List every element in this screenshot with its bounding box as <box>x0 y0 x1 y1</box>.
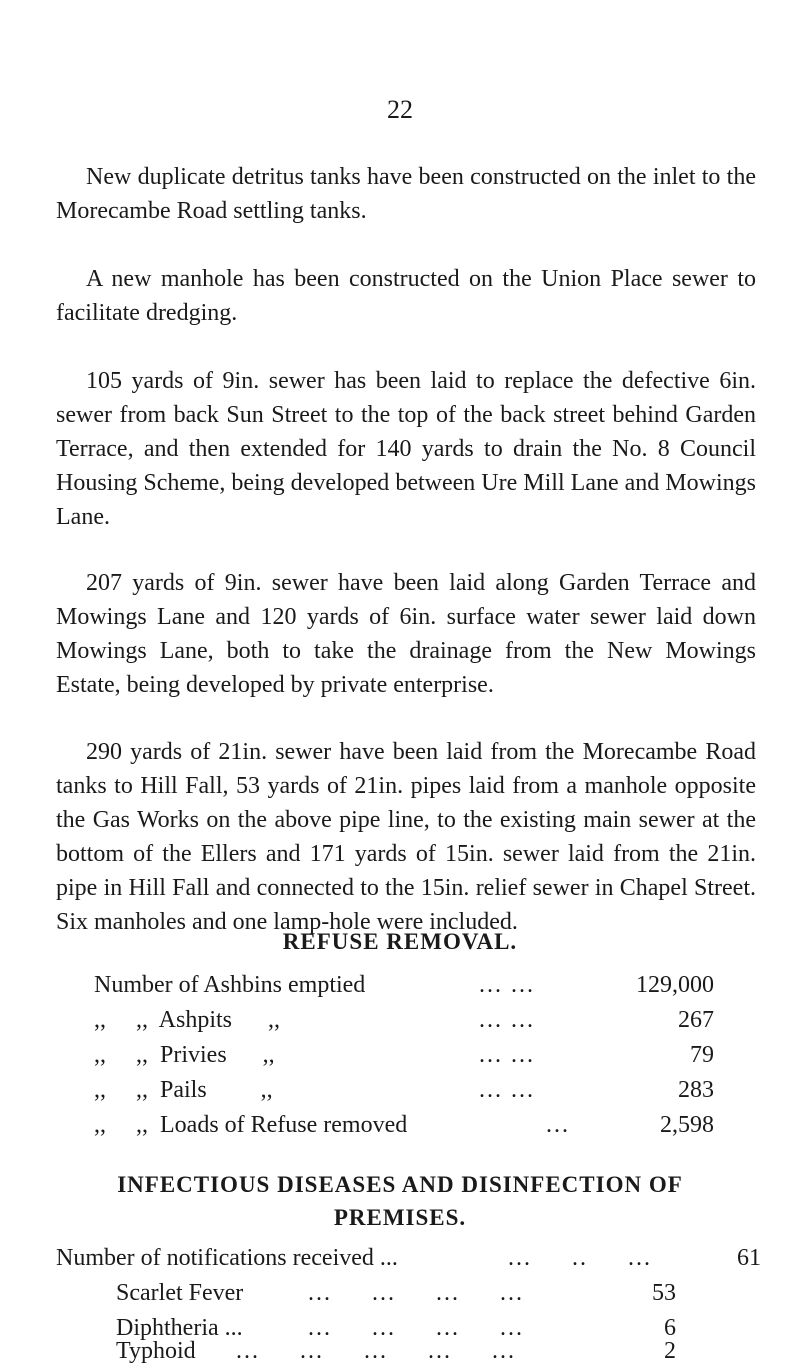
refuse-removal-heading: REFUSE REMOVAL. <box>282 929 518 954</box>
disease-leader: ... ... ... ... <box>308 1315 524 1341</box>
refuse-row-label: ,, ,, Ashpits ,, <box>94 1007 281 1033</box>
page-number: 22 <box>387 95 413 124</box>
refuse-row-label: ,, ,, Pails ,, <box>94 1077 273 1103</box>
refuse-row-label: ,, ,, Loads of Refuse removed <box>94 1112 408 1138</box>
refuse-row-value: 2,598 <box>660 1112 714 1138</box>
disease-leader: ... ... ... ... ... <box>236 1338 516 1364</box>
paragraph-sun-street-sewer: 105 yards of 9in. sewer has been laid to replace the defective 6in. sewer from back Sun Street to the top of the back street behind Garden Terrace, and then extended for 140 yards to drain the No. 8 Council Housing Scheme, being developed between Ure Mill Lane and Mowings Lane. <box>56 368 756 530</box>
refuse-row-leader: ... ... <box>479 1007 535 1033</box>
paragraph-union-place-manhole: A new manhole has been constructed on the Union Place sewer to facilitate dredging. <box>56 266 756 326</box>
infectious-diseases-heading: INFECTIOUS DISEASES AND DISINFECTION OF <box>117 1172 683 1197</box>
refuse-row-leader: ... <box>546 1112 570 1138</box>
notifications-total-label: Number of notifications received ... <box>56 1245 398 1271</box>
paragraph-detritus-tanks: New duplicate detritus tanks have been constructed on the inlet to the Morecambe Road settling tanks. <box>56 164 756 224</box>
refuse-row-value: 283 <box>678 1077 714 1103</box>
refuse-row-label: ,, ,, Privies ,, <box>94 1042 275 1068</box>
paragraph-morecambe-road-sewer: 290 yards of 21in. sewer have been laid from the Morecambe Road tanks to Hill Fall, 53 yards of 21in. pipes laid from a manhole opposite the Gas Works on the above pipe line, to the existing main sewer at the bottom of the Ellers and 171 yards of 15in. sewer laid from the 21in. pipe in Hill Fall and connected to the 15in. relief sewer in Chapel Street. Six manholes and one lamp-hole were included. <box>56 739 756 935</box>
refuse-row-leader: ... ... <box>479 1042 535 1068</box>
disease-leader: ... ... ... ... <box>308 1280 524 1306</box>
infectious-diseases-heading-line2: PREMISES. <box>333 1205 467 1230</box>
disease-count: 2 <box>664 1338 676 1364</box>
disease-name: Scarlet Fever <box>116 1280 244 1306</box>
notifications-total-leader: ... .. ... <box>508 1245 652 1271</box>
refuse-row-leader: ... ... <box>479 1077 535 1103</box>
refuse-row-label: Number of Ashbins emptied <box>94 972 366 998</box>
refuse-row-value: 267 <box>678 1007 714 1033</box>
disease-name: Typhoid <box>116 1338 196 1364</box>
refuse-row-value: 129,000 <box>636 972 714 998</box>
refuse-row-value: 79 <box>690 1042 714 1068</box>
refuse-row-leader: ... ... <box>479 972 535 998</box>
disease-count: 53 <box>652 1280 676 1306</box>
paragraph-garden-terrace-sewer: 207 yards of 9in. sewer have been laid along Garden Terrace and Mowings Lane and 120 yards of 6in. surface water sewer laid down Mowings Lane, both to take the drainage from the New Mowings Estate, being developed by private enterprise. <box>56 570 756 698</box>
notifications-total-value: 61 <box>737 1245 761 1271</box>
disease-name: Diphtheria ... <box>116 1315 243 1341</box>
disease-count: 6 <box>664 1315 676 1341</box>
